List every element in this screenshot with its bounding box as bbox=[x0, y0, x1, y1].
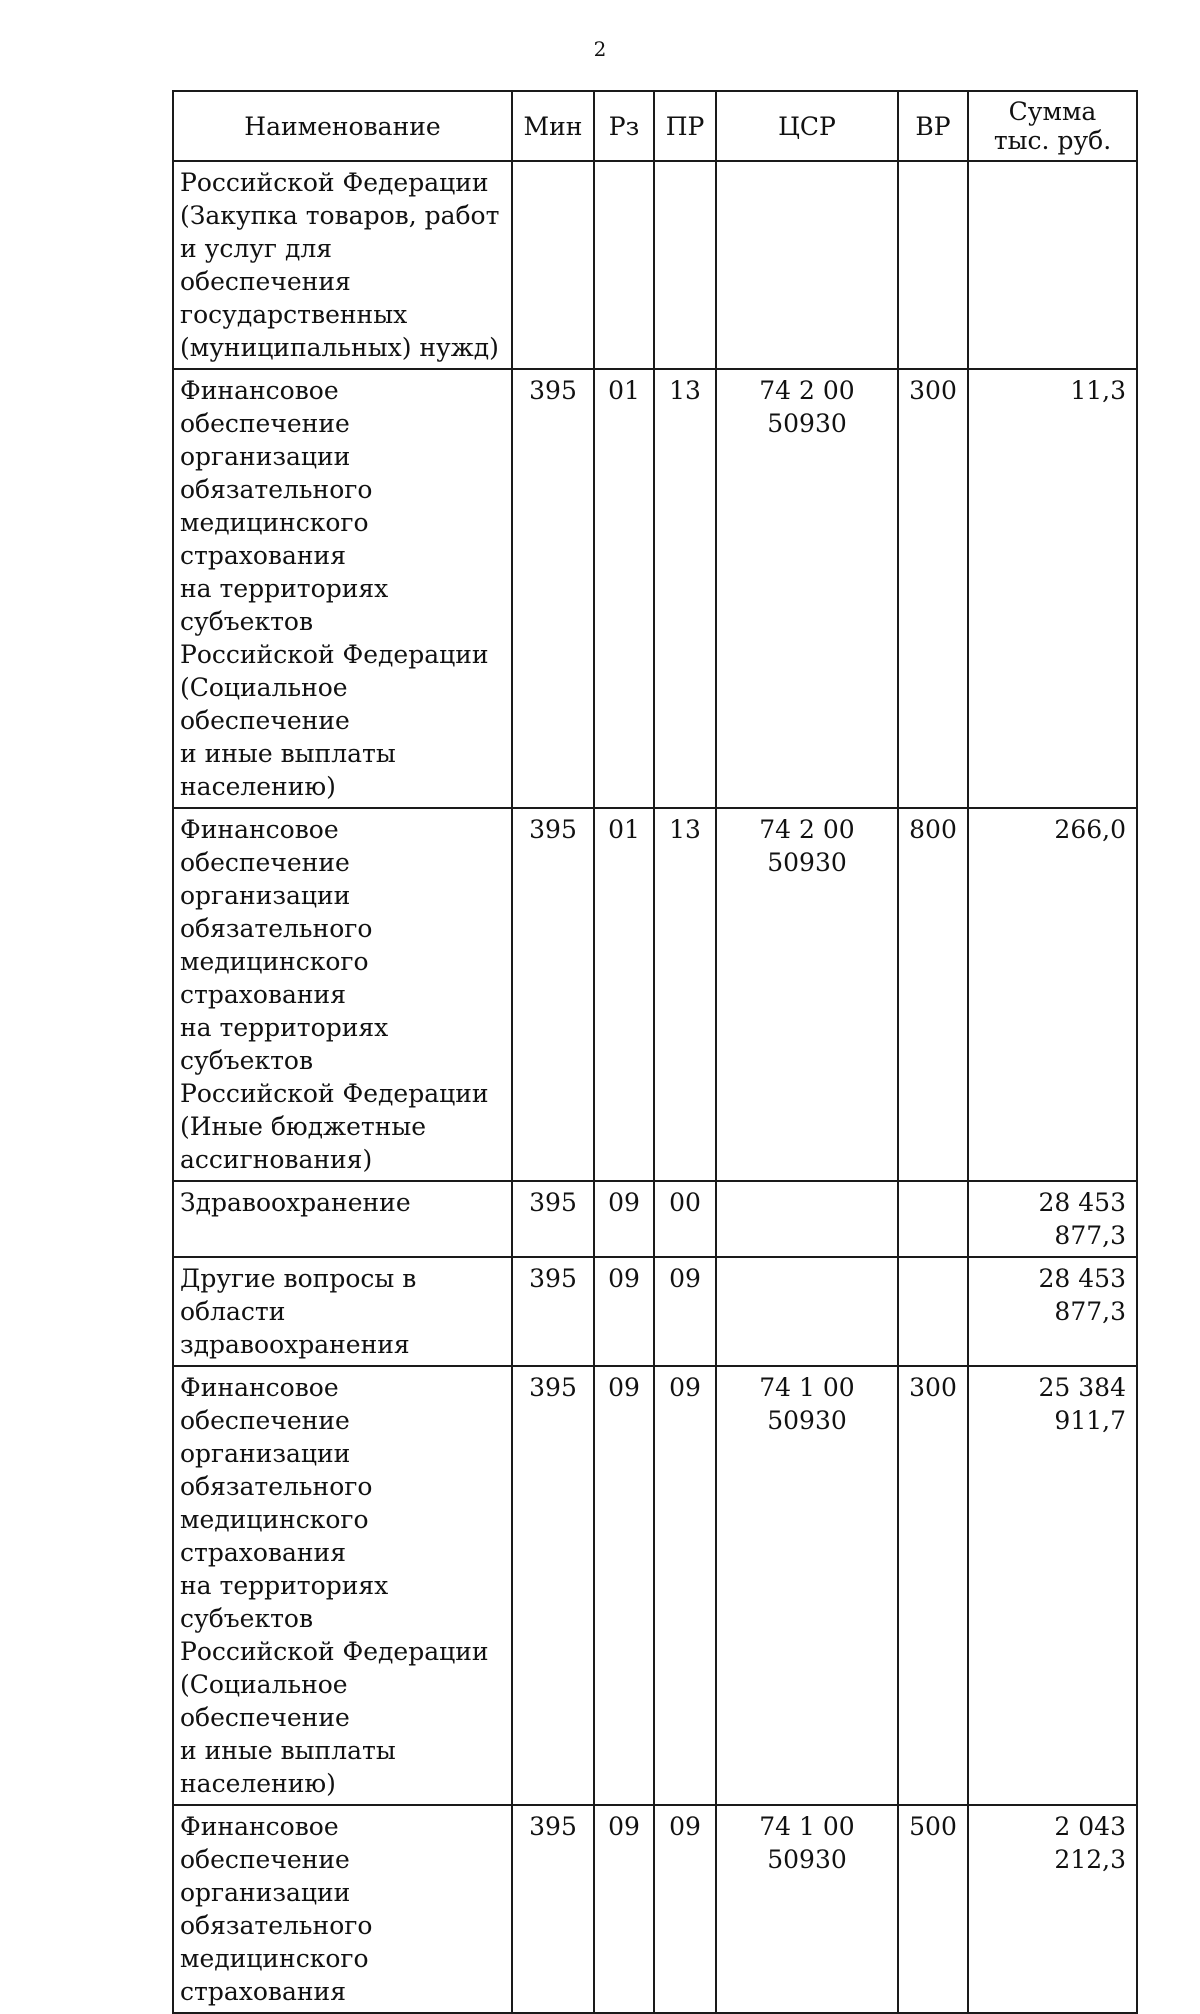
table-row bbox=[173, 1257, 1137, 1366]
table-row bbox=[173, 369, 1137, 808]
cell-pr: 09 bbox=[654, 1366, 716, 1805]
cell-name: Финансовое обеспечение организации обязательного медицинского страхования на территориях субъектов Российской Федерации (Социальное обеспечение и иные выплаты населению) bbox=[173, 1366, 512, 1805]
cell-name: Российской Федерации (Закупка товаров, работ и услуг для обеспечения государственных (муниципальных) нужд) bbox=[173, 161, 512, 369]
cell-min: 395 bbox=[512, 369, 594, 808]
cell-rz: 09 bbox=[594, 1805, 654, 2013]
table-row bbox=[173, 1181, 1137, 1257]
cell-sum: 2 043 212,3 bbox=[968, 1805, 1137, 2013]
table-row bbox=[173, 1805, 1137, 2013]
cell-sum: 266,0 bbox=[968, 808, 1137, 1181]
cell-pr bbox=[654, 161, 716, 369]
cell-csr: 74 2 00 50930 bbox=[716, 808, 898, 1181]
table-row bbox=[173, 1366, 1137, 1805]
header-sum bbox=[968, 91, 1137, 161]
cell-rz: 01 bbox=[594, 808, 654, 1181]
cell-min bbox=[512, 161, 594, 369]
cell-sum: 25 384 911,7 bbox=[968, 1366, 1137, 1805]
cell-csr bbox=[716, 1257, 898, 1366]
cell-sum: 28 453 877,3 bbox=[968, 1257, 1137, 1366]
cell-name: Финансовое обеспечение организации обязательного медицинского страхования на территориях субъектов Российской Федерации (Социальное обеспечение и иные выплаты населению) bbox=[173, 369, 512, 808]
cell-name: Финансовое обеспечение организации обязательного медицинского страхования на территориях субъектов Российской Федерации (Иные бюджетные ассигнования) bbox=[173, 808, 512, 1181]
cell-sum bbox=[968, 161, 1137, 369]
cell-min: 395 bbox=[512, 1181, 594, 1257]
table-row bbox=[173, 808, 1137, 1181]
cell-csr: 74 1 00 50930 bbox=[716, 1805, 898, 2013]
cell-vr bbox=[898, 1181, 968, 1257]
cell-name: Другие вопросы в области здравоохранения bbox=[173, 1257, 512, 1366]
budget-table bbox=[172, 90, 1138, 2014]
table-header-row bbox=[173, 91, 1137, 161]
table-row bbox=[173, 161, 1137, 369]
cell-csr: 74 2 00 50930 bbox=[716, 369, 898, 808]
header-pr: ПР bbox=[654, 91, 716, 161]
header-sum-line2: тыс. руб. bbox=[993, 126, 1112, 155]
cell-rz: 01 bbox=[594, 369, 654, 808]
header-min: Мин bbox=[512, 91, 594, 161]
header-name: Наименование bbox=[173, 91, 512, 161]
header-vr: ВР bbox=[898, 91, 968, 161]
header-rz: Рз bbox=[594, 91, 654, 161]
cell-csr: 74 1 00 50930 bbox=[716, 1366, 898, 1805]
cell-vr: 300 bbox=[898, 1366, 968, 1805]
cell-pr: 00 bbox=[654, 1181, 716, 1257]
cell-name: Финансовое обеспечение организации обязательного медицинского страхования bbox=[173, 1805, 512, 2013]
cell-vr bbox=[898, 161, 968, 369]
cell-pr: 13 bbox=[654, 369, 716, 808]
cell-min: 395 bbox=[512, 1805, 594, 2013]
cell-name: Здравоохранение bbox=[173, 1181, 512, 1257]
cell-vr: 500 bbox=[898, 1805, 968, 2013]
cell-sum: 11,3 bbox=[968, 369, 1137, 808]
header-csr: ЦСР bbox=[716, 91, 898, 161]
cell-vr bbox=[898, 1257, 968, 1366]
cell-csr bbox=[716, 161, 898, 369]
cell-pr: 13 bbox=[654, 808, 716, 1181]
page-number: 2 bbox=[593, 37, 607, 61]
cell-rz: 09 bbox=[594, 1366, 654, 1805]
cell-rz: 09 bbox=[594, 1257, 654, 1366]
cell-pr: 09 bbox=[654, 1257, 716, 1366]
cell-vr: 300 bbox=[898, 369, 968, 808]
cell-min: 395 bbox=[512, 1257, 594, 1366]
cell-min: 395 bbox=[512, 808, 594, 1181]
cell-rz bbox=[594, 161, 654, 369]
cell-pr: 09 bbox=[654, 1805, 716, 2013]
cell-min: 395 bbox=[512, 1366, 594, 1805]
cell-csr bbox=[716, 1181, 898, 1257]
cell-sum: 28 453 877,3 bbox=[968, 1181, 1137, 1257]
header-sum-line1: Сумма bbox=[1008, 97, 1097, 126]
cell-vr: 800 bbox=[898, 808, 968, 1181]
cell-rz: 09 bbox=[594, 1181, 654, 1257]
